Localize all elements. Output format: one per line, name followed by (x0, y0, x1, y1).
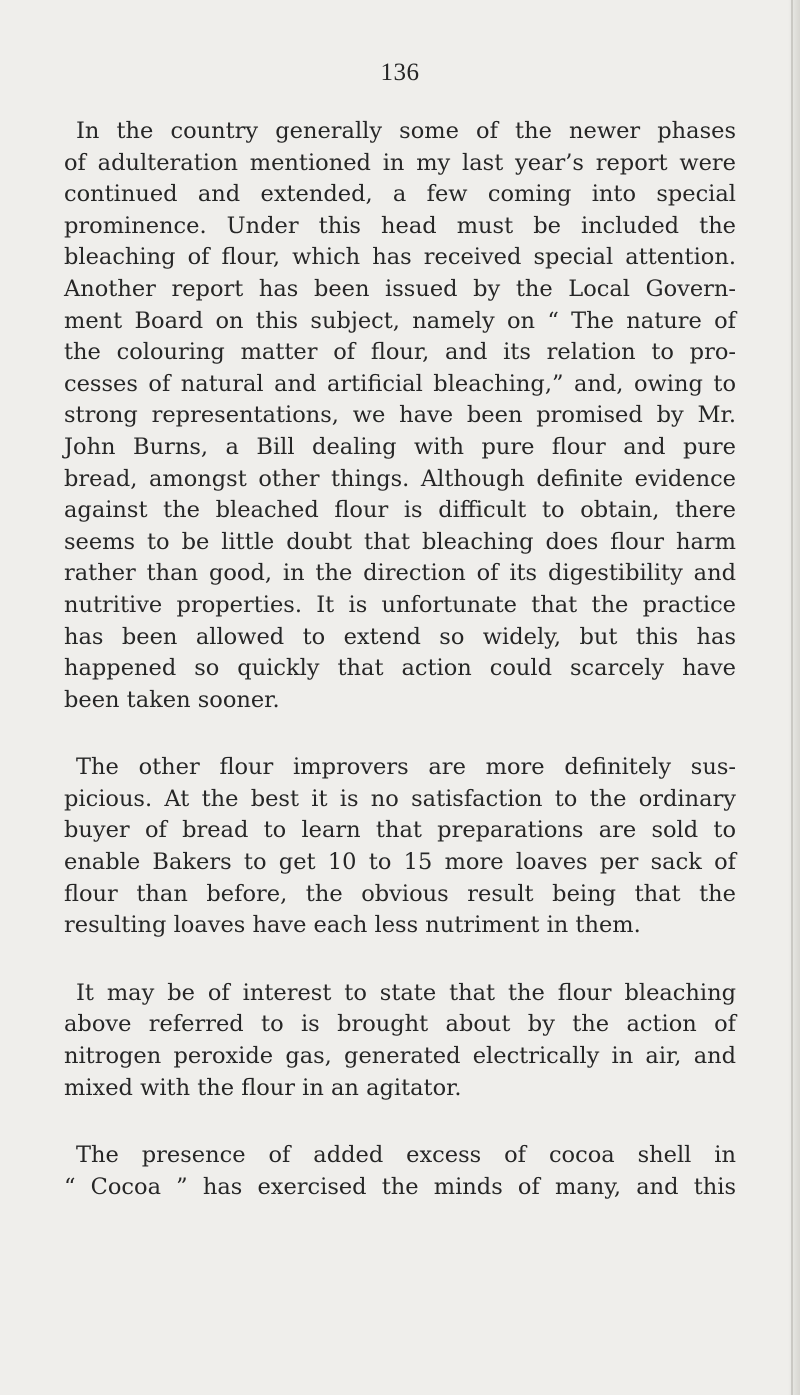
text-line: The presence of added excess of cocoa shell in (76, 1142, 736, 1169)
text-line: seems to be little doubt that bleaching does flour harm (64, 528, 736, 555)
text-line: buyer of bread to learn that preparations are sold to (64, 817, 736, 844)
text-line: has been allowed to extend so widely, but this has (64, 623, 736, 650)
text-line: The other flour improvers are more definitely sus- (76, 754, 736, 781)
text-line: enable Bakers to get 10 to 15 more loaves per sack of (64, 849, 736, 876)
paragraph-4 (64, 1140, 736, 1203)
page-edge-shadow (788, 0, 800, 1395)
text-line: bread, amongst other things. Although definite evidence (64, 465, 736, 492)
text-line: above referred to is brought about by the action of (64, 1011, 736, 1038)
document-body (64, 116, 736, 1239)
paragraph-1 (64, 116, 736, 716)
text-line: In the country generally some of the newer phases (76, 118, 736, 144)
text-line: prominence. Under this head must be included the (64, 212, 736, 239)
paragraph-2 (64, 752, 736, 942)
page-number: 136 (380, 59, 420, 86)
text-line: cesses of natural and artificial bleaching,” and, owing to (64, 370, 736, 397)
text-line: Another report has been issued by the Local Govern- (64, 275, 736, 302)
text-line: resulting loaves have each less nutriment in them. (64, 912, 641, 939)
text-line: “ Cocoa ” has exercised the minds of many, and this (64, 1173, 736, 1200)
text-line: It may be of interest to state that the flour bleaching (76, 979, 736, 1006)
text-line: against the bleached flour is difficult to obtain, there (64, 497, 736, 524)
text-line: picious. At the best it is no satisfaction to the ordinary (64, 785, 736, 812)
text-line: ment Board on this subject, namely on “ The nature of (64, 307, 736, 334)
text-line: nitrogen peroxide gas, generated electrically in air, and (64, 1043, 736, 1070)
text-line: bleaching of flour, which has received special attention. (64, 244, 736, 271)
text-line: rather than good, in the direction of its digestibility and (64, 560, 736, 587)
page-edge-line (791, 0, 793, 1395)
text-line: strong representations, we have been promised by Mr. (64, 402, 736, 429)
text-line: the colouring matter of flour, and its relation to pro- (64, 339, 736, 366)
text-line: nutritive properties. It is unfortunate that the practice (64, 591, 736, 618)
text-line: continued and extended, a few coming into special (64, 181, 736, 208)
text-line: of adulteration mentioned in my last year’s report were (64, 149, 736, 176)
text-line: flour than before, the obvious result being that the (64, 880, 736, 907)
paragraph-3 (64, 978, 736, 1104)
text-line: happened so quickly that action could scarcely have (64, 655, 736, 682)
text-line: been taken sooner. (64, 686, 280, 713)
text-line: John Burns, a Bill dealing with pure flour and pure (64, 433, 736, 460)
text-line: mixed with the flour in an agitator. (64, 1074, 462, 1101)
